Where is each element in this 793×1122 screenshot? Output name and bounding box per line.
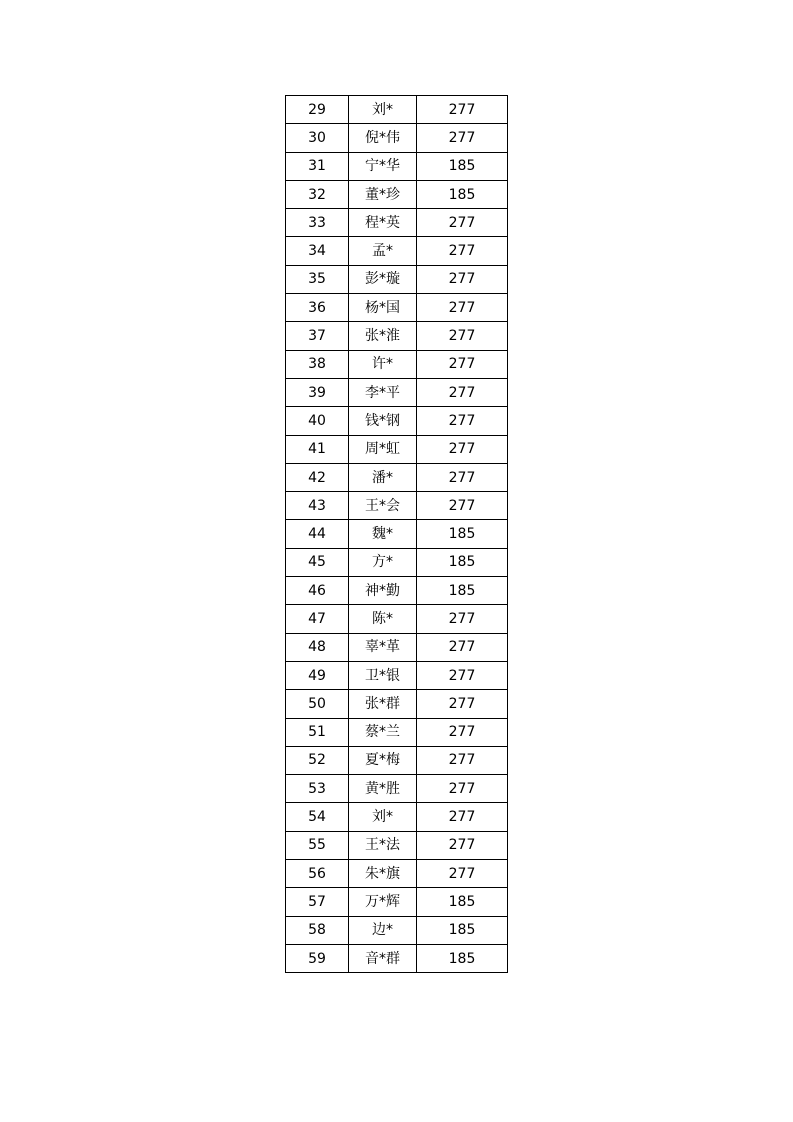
roster-table [285,95,508,973]
row-name-cell: 神*勤 [349,577,417,605]
row-name-cell: 黄*胜 [349,775,417,803]
row-index-cell: 58 [286,916,349,944]
row-amount-cell: 277 [417,661,508,689]
row-name-cell: 王*法 [349,831,417,859]
row-index-cell: 41 [286,435,349,463]
row-name-cell: 张*淮 [349,322,417,350]
row-amount-cell: 277 [417,860,508,888]
row-amount-cell: 277 [417,350,508,378]
table-row [286,860,508,888]
row-amount-cell: 277 [417,803,508,831]
row-index-cell: 46 [286,577,349,605]
row-index-cell: 29 [286,96,349,124]
row-name-cell: 卫*银 [349,661,417,689]
row-amount-cell: 185 [417,888,508,916]
row-name-cell: 许* [349,350,417,378]
row-name-cell: 夏*梅 [349,746,417,774]
row-index-cell: 39 [286,378,349,406]
table-row [286,407,508,435]
table-row [286,180,508,208]
row-name-cell: 方* [349,548,417,576]
table-row [286,435,508,463]
table-row [286,775,508,803]
row-name-cell: 刘* [349,803,417,831]
row-name-cell: 宁*华 [349,152,417,180]
row-amount-cell: 277 [417,435,508,463]
row-name-cell: 王*会 [349,492,417,520]
row-amount-cell: 277 [417,831,508,859]
row-amount-cell: 277 [417,718,508,746]
table-row [286,152,508,180]
row-amount-cell: 277 [417,746,508,774]
table-row [286,492,508,520]
row-index-cell: 34 [286,237,349,265]
row-name-cell: 辜*革 [349,633,417,661]
row-amount-cell: 185 [417,180,508,208]
table-row [286,350,508,378]
row-name-cell: 边* [349,916,417,944]
row-amount-cell: 277 [417,322,508,350]
row-amount-cell: 185 [417,152,508,180]
row-name-cell: 音*群 [349,944,417,972]
row-index-cell: 52 [286,746,349,774]
row-name-cell: 孟* [349,237,417,265]
row-name-cell: 万*辉 [349,888,417,916]
row-name-cell: 刘* [349,96,417,124]
row-name-cell: 陈* [349,605,417,633]
row-index-cell: 37 [286,322,349,350]
table-row [286,520,508,548]
row-amount-cell: 185 [417,520,508,548]
table-row [286,605,508,633]
row-amount-cell: 277 [417,378,508,406]
row-name-cell: 潘* [349,463,417,491]
row-name-cell: 董*珍 [349,180,417,208]
row-index-cell: 32 [286,180,349,208]
table-row [286,209,508,237]
table-row [286,718,508,746]
row-name-cell: 程*英 [349,209,417,237]
row-amount-cell: 277 [417,96,508,124]
row-amount-cell: 185 [417,548,508,576]
table-row [286,322,508,350]
row-name-cell: 钱*钢 [349,407,417,435]
row-index-cell: 54 [286,803,349,831]
row-amount-cell: 277 [417,605,508,633]
row-name-cell: 杨*国 [349,294,417,322]
row-amount-cell: 185 [417,916,508,944]
roster-table-body [286,96,508,973]
row-index-cell: 50 [286,690,349,718]
row-name-cell: 周*虹 [349,435,417,463]
row-index-cell: 45 [286,548,349,576]
row-amount-cell: 277 [417,633,508,661]
row-amount-cell: 277 [417,265,508,293]
row-amount-cell: 277 [417,690,508,718]
row-amount-cell: 277 [417,294,508,322]
table-row [286,96,508,124]
table-row [286,944,508,972]
row-name-cell: 蔡*兰 [349,718,417,746]
row-name-cell: 彭*璇 [349,265,417,293]
table-row [286,265,508,293]
table-row [286,463,508,491]
row-index-cell: 47 [286,605,349,633]
table-row [286,831,508,859]
row-name-cell: 李*平 [349,378,417,406]
row-name-cell: 张*群 [349,690,417,718]
row-index-cell: 48 [286,633,349,661]
row-name-cell: 魏* [349,520,417,548]
table-row [286,237,508,265]
row-index-cell: 35 [286,265,349,293]
row-amount-cell: 185 [417,577,508,605]
row-amount-cell: 277 [417,237,508,265]
row-index-cell: 30 [286,124,349,152]
row-index-cell: 31 [286,152,349,180]
row-index-cell: 38 [286,350,349,378]
row-name-cell: 倪*伟 [349,124,417,152]
row-index-cell: 33 [286,209,349,237]
row-index-cell: 51 [286,718,349,746]
table-row [286,803,508,831]
table-row [286,633,508,661]
row-amount-cell: 277 [417,209,508,237]
row-index-cell: 53 [286,775,349,803]
row-index-cell: 56 [286,860,349,888]
table-row [286,916,508,944]
row-index-cell: 55 [286,831,349,859]
row-index-cell: 59 [286,944,349,972]
table-row [286,378,508,406]
row-index-cell: 49 [286,661,349,689]
row-amount-cell: 277 [417,775,508,803]
table-row [286,746,508,774]
table-row [286,577,508,605]
row-amount-cell: 277 [417,492,508,520]
table-row [286,294,508,322]
row-index-cell: 36 [286,294,349,322]
table-row [286,690,508,718]
row-amount-cell: 277 [417,463,508,491]
row-name-cell: 朱*旗 [349,860,417,888]
table-row [286,888,508,916]
table-row [286,661,508,689]
row-index-cell: 57 [286,888,349,916]
row-amount-cell: 277 [417,407,508,435]
row-amount-cell: 185 [417,944,508,972]
table-row [286,548,508,576]
row-index-cell: 44 [286,520,349,548]
table-row [286,124,508,152]
row-index-cell: 43 [286,492,349,520]
row-amount-cell: 277 [417,124,508,152]
row-index-cell: 40 [286,407,349,435]
row-index-cell: 42 [286,463,349,491]
